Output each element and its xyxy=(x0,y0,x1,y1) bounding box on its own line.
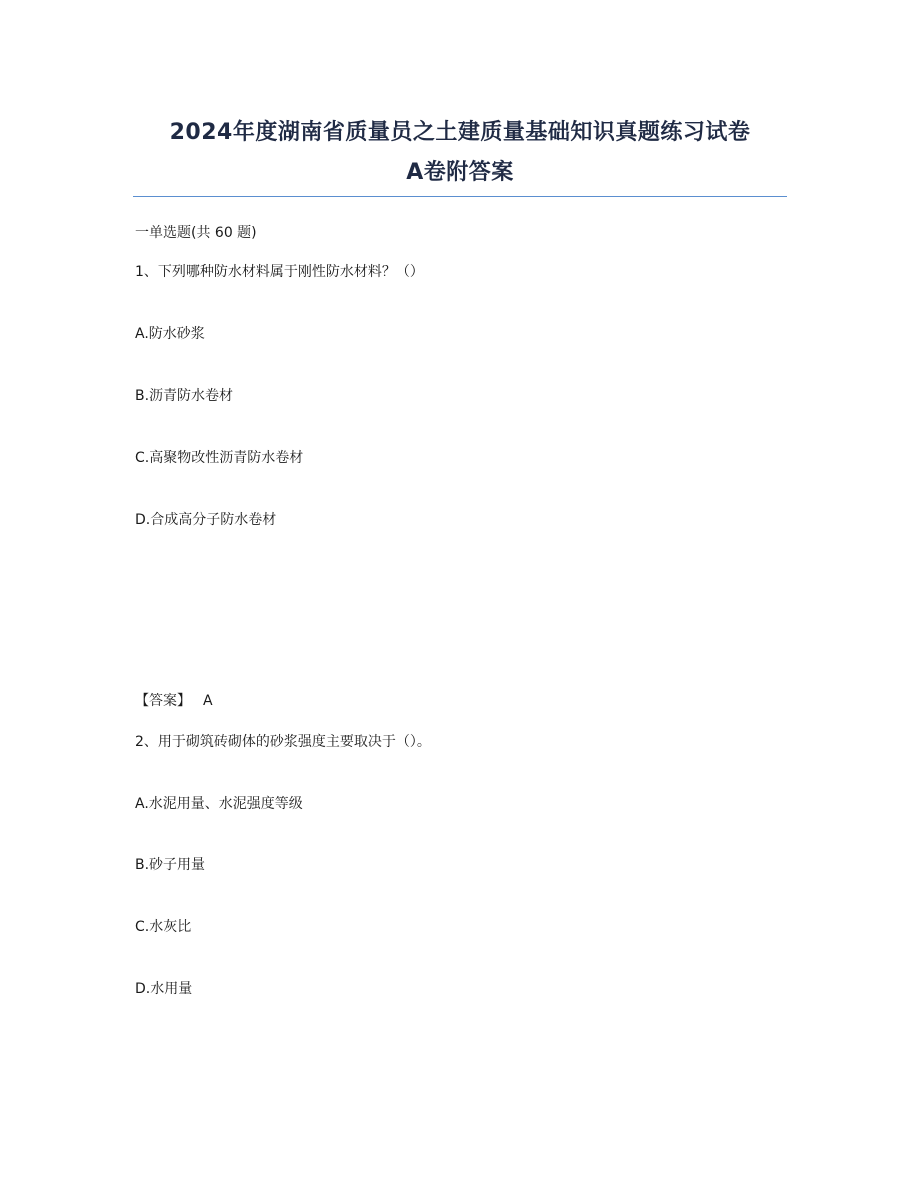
answer-value: A xyxy=(203,693,213,709)
question-1-option-d: D.合成高分子防水卷材 xyxy=(135,512,277,528)
document-title-line-1: 2024年度湖南省质量员之土建质量基础知识真题练习试卷 xyxy=(169,120,751,145)
question-1-option-a: A.防水砂浆 xyxy=(135,326,205,342)
question-2-stem: 2、用于砌筑砖砌体的砂浆强度主要取决于（）。 xyxy=(135,734,431,750)
document-title-line-2: A卷附答案 xyxy=(406,160,514,185)
question-1-answer xyxy=(135,691,213,711)
answer-label: 【答案】 xyxy=(135,693,191,709)
title-divider xyxy=(133,196,787,197)
question-1-stem: 1、下列哪种防水材料属于刚性防水材料？（） xyxy=(135,264,424,280)
question-2-option-b: B.砂子用量 xyxy=(135,857,206,873)
question-2-option-a: A.水泥用量、水泥强度等级 xyxy=(135,796,303,812)
section-heading: 一单选题(共 60 题) xyxy=(135,225,257,241)
question-2-option-d: D.水用量 xyxy=(135,981,193,997)
question-1-option-b: B.沥青防水卷材 xyxy=(135,388,234,404)
question-1-option-c: C.高聚物改性沥青防水卷材 xyxy=(135,450,304,466)
document-title xyxy=(133,113,787,193)
question-2-option-c: C.水灰比 xyxy=(135,919,192,935)
